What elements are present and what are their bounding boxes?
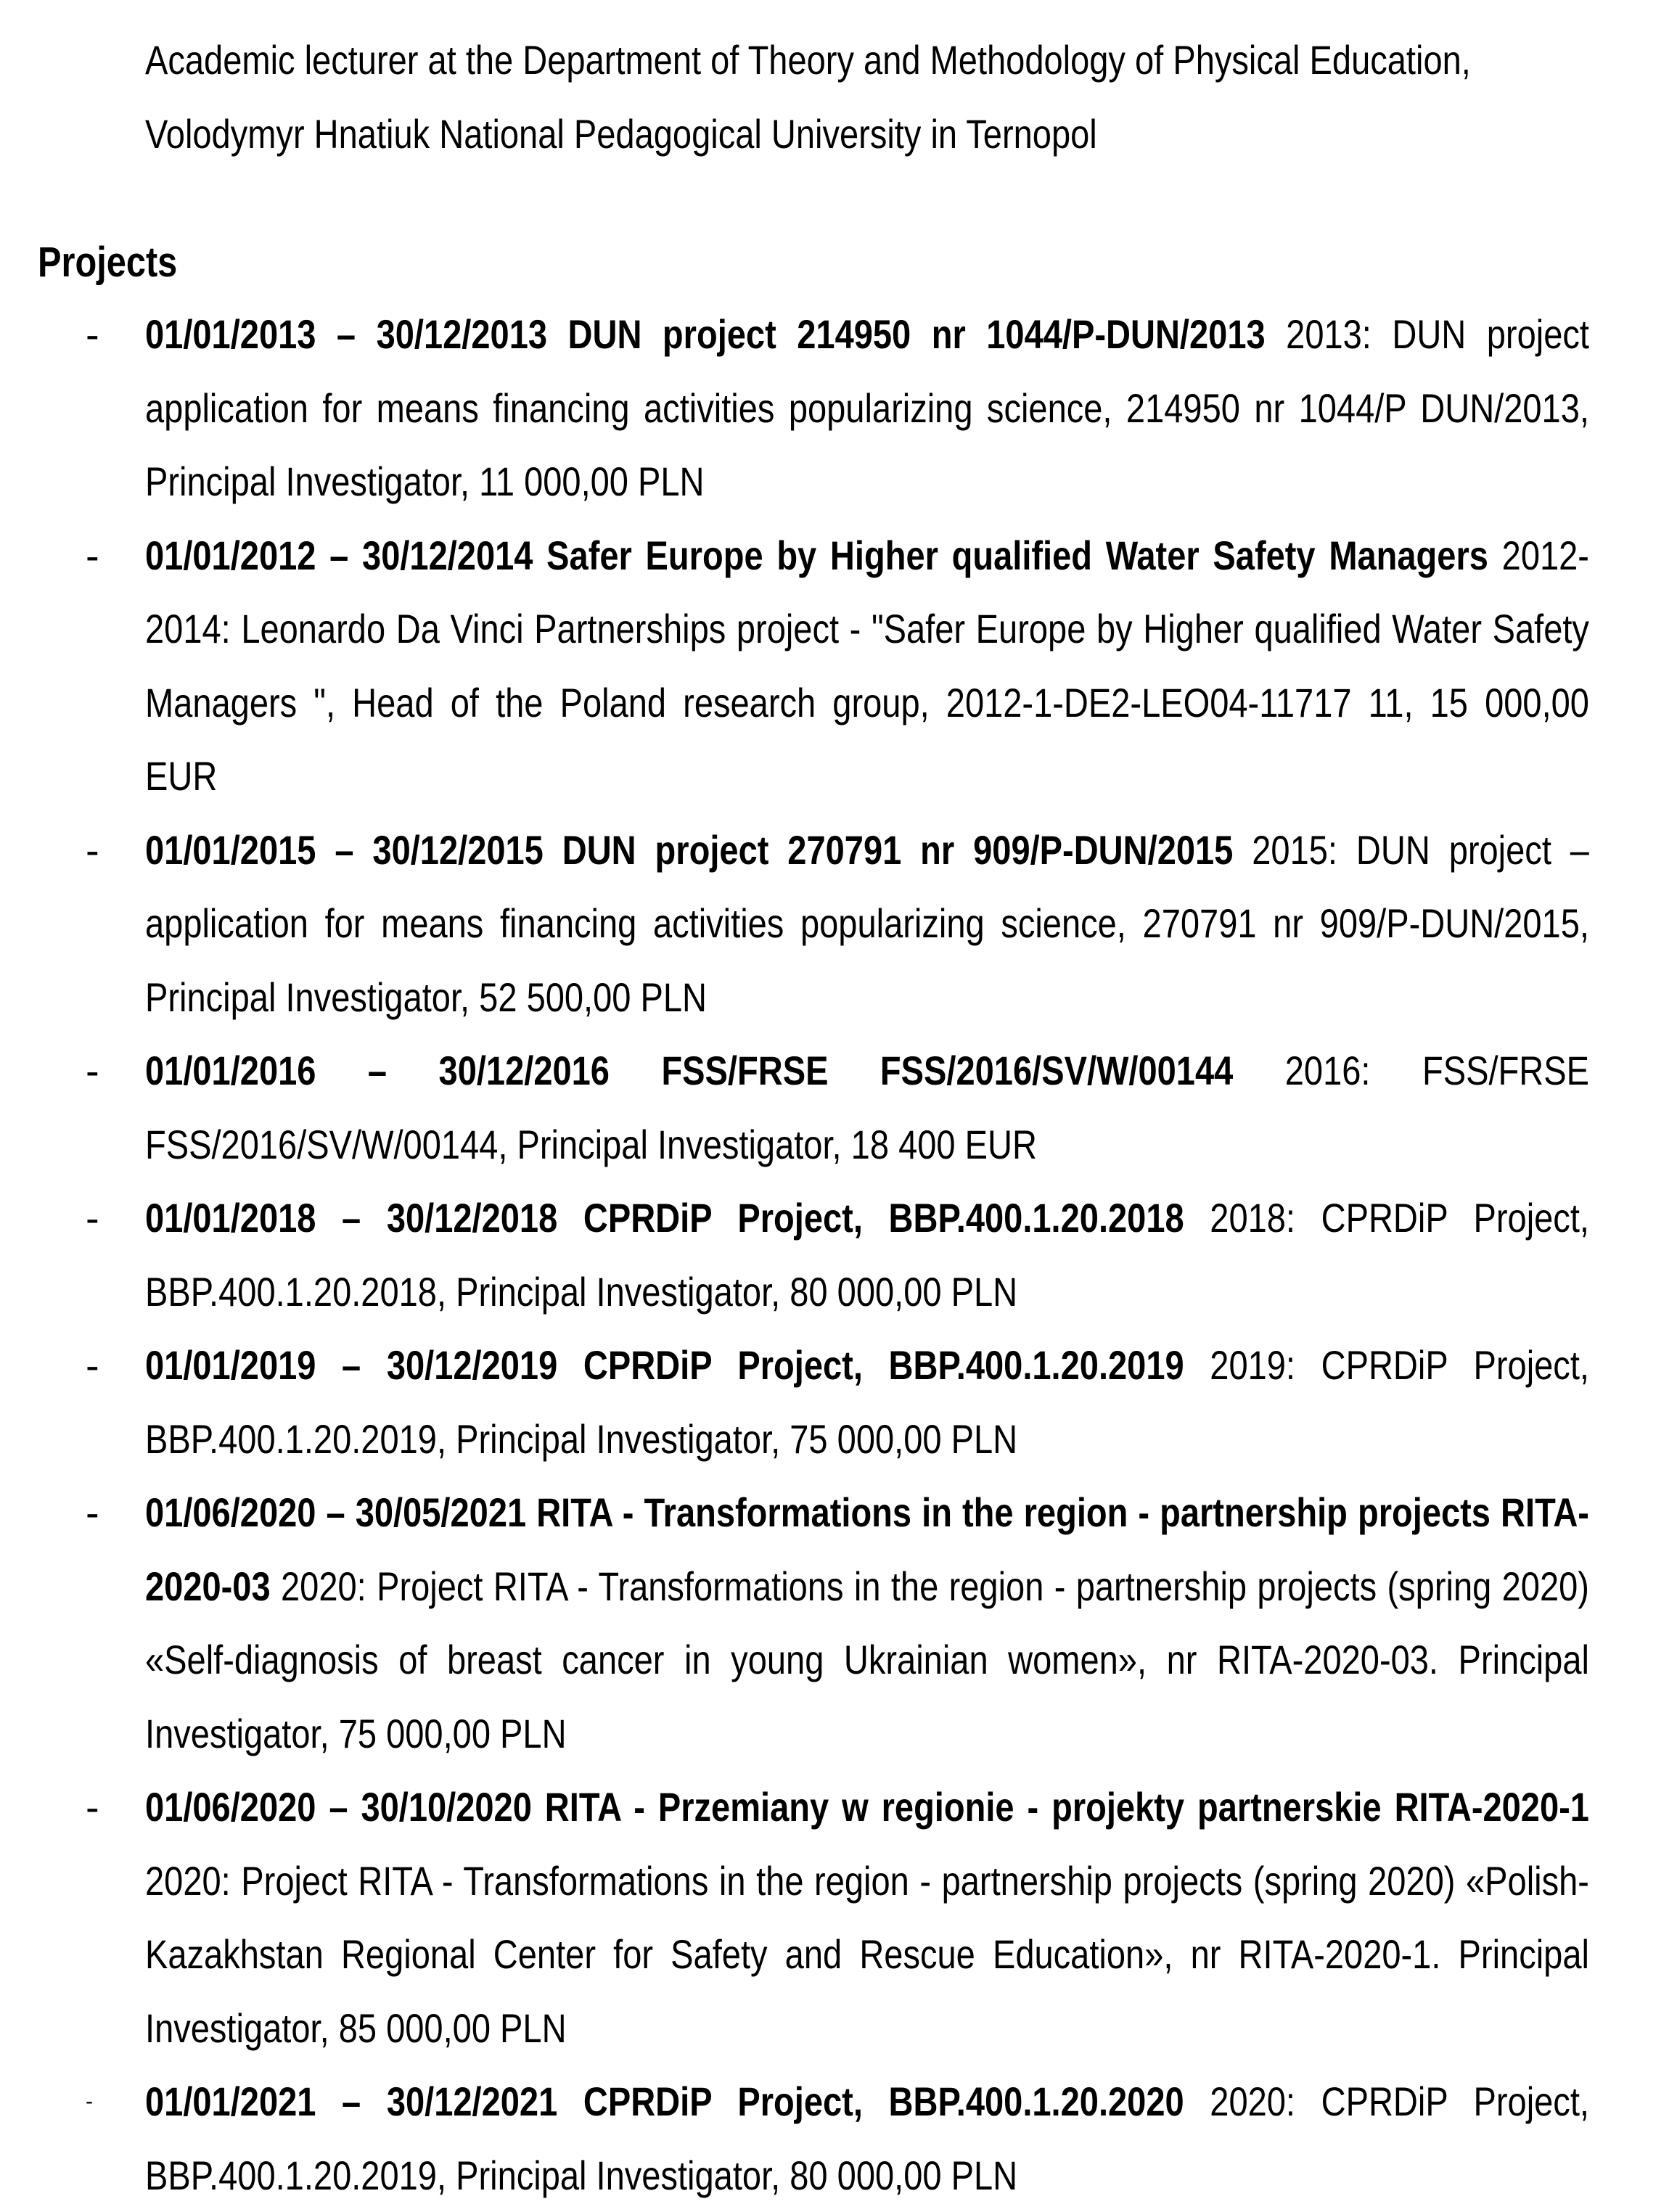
project-text bbox=[145, 1181, 1589, 1328]
list-dash: - bbox=[86, 826, 99, 873]
affiliation-block bbox=[145, 23, 1471, 171]
project-description: 2020: CPRDiP Project, BBP.400.1.20.2019, Principal Investigator, 80 000,00 PLN bbox=[145, 2079, 1589, 2198]
project-description: 2020: Project RITA - Transformations in the region - partnership projects (spring 2020) «Polish-Kazakhstan Regional Center for Safety and Rescue Education», nr RITA-2020-1. Principal Investigator, 85 000,00 PLN bbox=[145, 1857, 1589, 2051]
project-item bbox=[0, 519, 1589, 813]
list-dash: - bbox=[86, 311, 99, 357]
affiliation-line-1: Academic lecturer at the Department of Theory and Methodology of Physical Education, bbox=[145, 37, 1471, 83]
project-item bbox=[0, 2065, 1589, 2212]
list-dash: - bbox=[86, 1048, 99, 1093]
project-title: 01/06/2020 – 30/10/2020 RITA - Przemiany w regionie - projekty partnerskie RITA-2020-1 bbox=[145, 1784, 1589, 1830]
project-title: 01/01/2016 – 30/12/2016 FSS/FRSE FSS/2016/SV/W/00144 bbox=[145, 1048, 1234, 1093]
project-description: 2015: DUN project – application for means financing activities popularizing science, 270791 nr 909/P-DUN/2015, Principal Investigator, 52 500,00 PLN bbox=[145, 826, 1589, 1020]
project-text bbox=[145, 297, 1589, 519]
project-text bbox=[145, 1034, 1589, 1181]
project-description: 2019: CPRDiP Project, BBP.400.1.20.2019, Principal Investigator, 75 000,00 PLN bbox=[145, 1342, 1589, 1462]
project-text bbox=[145, 1328, 1589, 1476]
list-dash: - bbox=[86, 1784, 99, 1830]
project-title: 01/01/2013 – 30/12/2013 DUN project 214950 nr 1044/P-DUN/2013 bbox=[145, 311, 1266, 357]
project-text bbox=[145, 2065, 1589, 2212]
project-item bbox=[0, 1181, 1589, 1328]
project-title: 01/01/2018 – 30/12/2018 CPRDiP Project, BBP.400.1.20.2018 bbox=[145, 1195, 1184, 1241]
project-description: 2018: CPRDiP Project, BBP.400.1.20.2018, Principal Investigator, 80 000,00 PLN bbox=[145, 1195, 1589, 1315]
project-title: 01/01/2015 – 30/12/2015 DUN project 270791 nr 909/P-DUN/2015 bbox=[145, 826, 1234, 873]
project-item bbox=[0, 1034, 1589, 1181]
list-dash: - bbox=[86, 2089, 93, 2113]
project-description: 2016: FSS/FRSE FSS/2016/SV/W/00144, Principal Investigator, 18 400 EUR bbox=[145, 1048, 1589, 1167]
project-title: 01/01/2021 – 30/12/2021 CPRDiP Project, BBP.400.1.20.2020 bbox=[145, 2079, 1184, 2124]
project-text bbox=[145, 1770, 1589, 2065]
project-title: 01/01/2019 – 30/12/2019 CPRDiP Project, BBP.400.1.20.2019 bbox=[145, 1342, 1184, 1388]
list-dash: - bbox=[86, 1195, 99, 1241]
projects-list bbox=[0, 297, 1677, 2212]
project-item bbox=[0, 1770, 1589, 2065]
project-item bbox=[0, 813, 1589, 1035]
list-dash: - bbox=[86, 1342, 99, 1388]
project-text bbox=[145, 519, 1589, 813]
project-title: 01/06/2020 – 30/05/2021 RITA - Transformations in the region - partnership projects RITA-2020-03 bbox=[145, 1489, 1589, 1609]
project-text bbox=[145, 1476, 1589, 1770]
project-item bbox=[0, 1328, 1589, 1476]
project-title: 01/01/2012 – 30/12/2014 Safer Europe by Higher qualified Water Safety Managers bbox=[145, 532, 1488, 578]
project-description: 2013: DUN project application for means financing activities popularizing science, 214950 nr 1044/P DUN/2013, Principal Investigator, 11 000,00 PLN bbox=[145, 311, 1589, 504]
list-dash: - bbox=[86, 532, 99, 578]
list-dash: - bbox=[86, 1489, 99, 1535]
project-text bbox=[145, 813, 1589, 1035]
affiliation-line-2: Volodymyr Hnatiuk National Pedagogical University in Ternopol bbox=[145, 111, 1097, 157]
project-item bbox=[0, 1476, 1589, 1770]
projects-heading: Projects bbox=[38, 239, 178, 286]
project-description: 2012-2014: Leonardo Da Vinci Partnerships project - "Safer Europe by Higher qualified Water Safety Managers ", Head of the Poland research group, 2012-1-DE2-LEO04-11717 11, 15 000,00 EUR bbox=[145, 532, 1589, 799]
project-description: 2020: Project RITA - Transformations in the region - partnership projects (spring 2020) «Self-diagnosis of breast cancer in young Ukrainian women», nr RITA-2020-03. Principal Investigator, 75 000,00 PLN bbox=[145, 1563, 1589, 1756]
project-item bbox=[0, 297, 1589, 519]
